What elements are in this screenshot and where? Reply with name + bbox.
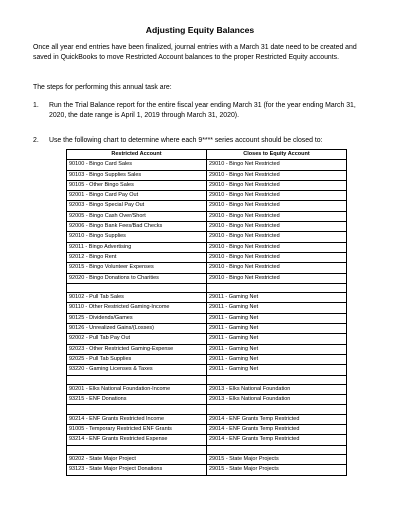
restricted-account-cell: 90214 - ENF Grants Restricted Income [67,414,207,424]
restricted-account-cell: 90126 - Unrealized Gains/(Losses) [67,324,207,334]
equity-account-cell: 29013 - Elks National Foundation [207,384,347,394]
table-row [67,454,347,464]
intro-paragraph: Once all year end entries have been finalized, journal entries with a March 31 date need to be created and saved in QuickBooks to move Restricted Account balances to the proper Restricted Equity accounts. [33,44,357,61]
restricted-account-cell: 93215 - ENF Donations [67,395,207,405]
restricted-account-cell: 92010 - Bingo Supplies [67,232,207,242]
table-row [67,252,347,262]
equity-account-cell: 29010 - Bingo Net Restricted [207,160,347,170]
restricted-account-cell: 92002 - Pull Tab Pay Out [67,334,207,344]
step-1 [33,101,373,121]
table-row [67,313,347,323]
step-2 [33,136,373,146]
equity-account-cell [207,283,347,292]
equity-account-cell [207,375,347,384]
table-row [67,465,347,475]
table-row [67,395,347,405]
restricted-account-cell [67,283,207,292]
equity-account-cell: 29011 - Gaming Net [207,344,347,354]
equity-account-cell: 29010 - Bingo Net Restricted [207,180,347,190]
table-row [67,445,347,454]
restricted-account-cell: 93214 - ENF Grants Restricted Expense [67,435,207,445]
table-row [67,293,347,303]
header-restricted-account: Restricted Account [67,150,207,160]
restricted-account-cell: 92023 - Other Restricted Gaming-Expense [67,344,207,354]
restricted-account-cell: 90110 - Other Restricted Gaming-Income [67,303,207,313]
equity-account-cell: 29011 - Gaming Net [207,354,347,364]
table-row [67,232,347,242]
restricted-account-cell: 90105 - Other Bingo Sales [67,180,207,190]
header-equity-account: Closes to Equity Account [207,150,347,160]
restricted-account-cell: 93123 - State Major Project Donations [67,465,207,475]
table-row [67,201,347,211]
equity-account-cell: 29010 - Bingo Net Restricted [207,242,347,252]
equity-account-cell: 29010 - Bingo Net Restricted [207,211,347,221]
restricted-account-cell: 90100 - Bingo Card Sales [67,160,207,170]
equity-account-cell: 29010 - Bingo Net Restricted [207,263,347,273]
restricted-account-cell: 90103 - Bingo Supplies Sales [67,170,207,180]
equity-account-cell: 29010 - Bingo Net Restricted [207,222,347,232]
restricted-account-cell: 92006 - Bingo Bank Fees/Bad Checks [67,222,207,232]
equity-account-cell: 29015 - State Major Projects [207,454,347,464]
table-row [67,283,347,292]
step-text: Use the following chart to determine where each 9**** series account should be closed to: [49,137,323,144]
restricted-account-cell [67,405,207,414]
restricted-account-cell: 92003 - Bingo Special Pay Out [67,201,207,211]
restricted-account-cell: 90102 - Pull Tab Sales [67,293,207,303]
table-row [67,425,347,435]
restricted-account-cell: 90202 - State Major Project [67,454,207,464]
table-row [67,303,347,313]
equity-account-cell: 29010 - Bingo Net Restricted [207,170,347,180]
equity-account-cell: 29011 - Gaming Net [207,293,347,303]
equity-account-cell: 29010 - Bingo Net Restricted [207,201,347,211]
table-row [67,324,347,334]
equity-account-cell: 29010 - Bingo Net Restricted [207,252,347,262]
equity-account-cell: 29013 - Elks National Foundation [207,395,347,405]
step-number: 2. [33,137,39,144]
table-row [67,180,347,190]
equity-account-cell: 29011 - Gaming Net [207,324,347,334]
restricted-account-cell: 92005 - Bingo Cash Over/Short [67,211,207,221]
equity-account-cell: 29014 - ENF Grants Temp Restricted [207,414,347,424]
steps-intro: The steps for performing this annual task are: [33,84,172,91]
table-row [67,334,347,344]
restricted-account-cell: 90201 - Elks National Foundation-Income [67,384,207,394]
table-row [67,263,347,273]
table-row [67,160,347,170]
table-row [67,273,347,283]
equity-account-cell: 29014 - ENF Grants Temp Restricted [207,435,347,445]
table-row [67,414,347,424]
table-row [67,375,347,384]
account-mapping-table [66,149,347,476]
equity-account-cell: 29015 - State Major Projects [207,465,347,475]
restricted-account-cell: 92012 - Bingo Rent [67,252,207,262]
table-body [67,160,347,475]
table-row [67,170,347,180]
restricted-account-cell: 92001 - Bingo Card Pay Out [67,191,207,201]
equity-account-cell: 29011 - Gaming Net [207,365,347,375]
equity-account-cell [207,445,347,454]
restricted-account-cell: 92025 - Pull Tab Supplies [67,354,207,364]
step-number: 1. [33,102,39,109]
table-row [67,354,347,364]
table-row [67,365,347,375]
table-row [67,222,347,232]
table-row [67,384,347,394]
restricted-account-cell [67,445,207,454]
step-text: Run the Trial Balance report for the entire fiscal year ending March 31 (for the year ending March 31, 2020, the date range is April 1, 2019 through March 31, 2020). [49,102,356,119]
restricted-account-cell: 92011 - Bingo Advertising [67,242,207,252]
restricted-account-cell [67,375,207,384]
equity-account-cell: 29010 - Bingo Net Restricted [207,273,347,283]
table-row [67,211,347,221]
table-row [67,405,347,414]
table-row [67,242,347,252]
equity-account-cell: 29011 - Gaming Net [207,334,347,344]
table-row [67,191,347,201]
restricted-account-cell: 92015 - Bingo Volunteer Expenses [67,263,207,273]
table-header-row [67,150,347,160]
restricted-account-cell: 91005 - Temporary Restricted ENF Grants [67,425,207,435]
equity-account-cell: 29014 - ENF Grants Temp Restricted [207,425,347,435]
restricted-account-cell: 93220 - Gaming Licenses & Taxes [67,365,207,375]
equity-account-cell [207,405,347,414]
restricted-account-cell: 90125 - Dividends/Games [67,313,207,323]
table-row [67,344,347,354]
table-row [67,435,347,445]
restricted-account-cell: 92020 - Bingo Donations to Charities [67,273,207,283]
equity-account-cell: 29011 - Gaming Net [207,303,347,313]
equity-account-cell: 29011 - Gaming Net [207,313,347,323]
equity-account-cell: 29010 - Bingo Net Restricted [207,232,347,242]
equity-account-cell: 29010 - Bingo Net Restricted [207,191,347,201]
page-title: Adjusting Equity Balances [145,25,255,35]
